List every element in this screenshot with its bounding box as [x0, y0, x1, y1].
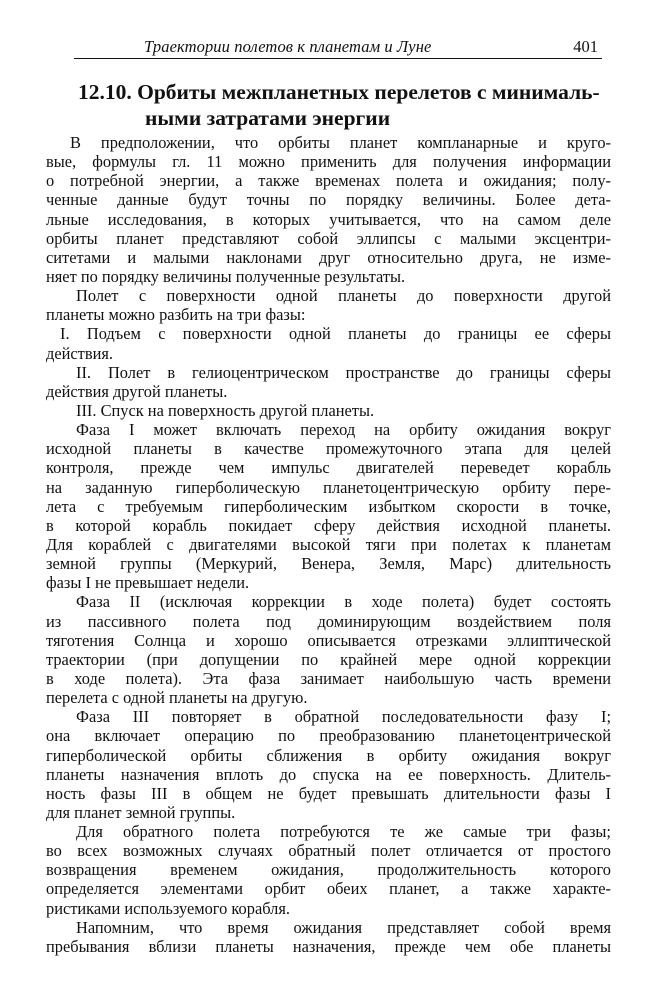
text-line: ситетами и малыми наклонами друг относительно друга, не изме- — [46, 247, 611, 267]
text-line: I. Подъем с поверхности одной планеты до границы ее сферы — [60, 324, 611, 344]
text-line: Фаза II (исключая коррекции в ходе полета) будет состоять — [76, 592, 611, 612]
section-heading — [78, 79, 608, 131]
text-line: из пассивного полета под доминирующим воздействием поля — [46, 611, 611, 631]
text-line: о потребной энергии, а также временах полета и ожидания; полу- — [46, 171, 611, 191]
text-line: в ходе полета). Эта фаза занимает наибольшую часть времени — [46, 668, 611, 688]
text-line: тяготения Солнца и хорошо описывается отрезками эллиптической — [46, 630, 611, 650]
text-line: возвращения временем ожидания, продолжительность которого — [46, 860, 611, 880]
text-line: на заданную гиперболическую планетоцентрическую орбиту пере- — [46, 477, 611, 497]
text-line: няет по порядку величины полученные результаты. — [46, 266, 406, 286]
text-line: III. Спуск на поверхность другой планеты. — [76, 400, 375, 420]
text-line: В предположении, что орбиты планет компланарные и круго- — [70, 133, 611, 152]
text-line: для планет земной группы. — [46, 802, 236, 822]
text-line: Фаза I может включать переход на орбиту ожидания вокруг — [76, 420, 611, 440]
text-line: льные исследования, в которых учитывается, что на самом деле — [46, 209, 611, 229]
text-line: она включает операцию по преобразованию планетоцентрической — [46, 726, 611, 746]
text-line: планеты можно разбить на три фазы: — [46, 305, 306, 325]
text-line: II. Полет в гелиоцентрическом пространстве до границы сферы — [76, 362, 611, 382]
section-heading-line: 12.10. Орбиты межпланетных перелетов с минималь- — [78, 80, 600, 104]
section-heading-line: ными затратами энергии — [145, 106, 391, 130]
page-number: 401 — [573, 37, 598, 56]
text-line: исходной планеты в качестве промежуточного этапа для целей — [46, 439, 611, 459]
text-line: земной группы (Меркурий, Венера, Земля, Марс) длительность — [46, 554, 611, 574]
text-line: действия другой планеты. — [46, 381, 228, 401]
text-line: ченные данные будут точны по порядку величины. Более дета- — [46, 190, 611, 210]
running-title: Траектории полетов к планетам и Луне — [144, 37, 432, 56]
text-line: Для кораблей с двигателями высокой тяги при полетах к планетам — [46, 534, 611, 554]
text-line: лета с требуемым гиперболическим избытком скорости в точке, — [46, 496, 611, 516]
text-line: траектории (при допущении по крайней мере одной коррекции — [46, 649, 611, 669]
text-line: во всех возможных случаях обратный полет отличается от простого — [46, 841, 611, 861]
text-line: гиперболической орбиты сближения в орбиту ожидания вокруг — [46, 745, 611, 765]
text-line: в которой корабль покидает сферу действия исходной планеты. — [46, 515, 611, 535]
text-line: орбиты планет представляют собой эллипсы с малыми эксцентри- — [46, 228, 611, 248]
text-line: пребывания вблизи планеты назначения, прежде чем обе планеты — [46, 936, 611, 956]
text-line: ристиками используемого корабля. — [46, 898, 290, 918]
text-line: Полет с поверхности одной планеты до поверхности другой — [76, 286, 611, 306]
text-line: контроля, прежде чем импульс двигателей переведет корабль — [46, 458, 611, 478]
text-line: Фаза III повторяет в обратной последовательности фазу I; — [76, 707, 611, 727]
text-line: определяется элементами орбит обеих планет, а также характе- — [46, 879, 611, 899]
text-line: планеты назначения вплоть до спуска на ее поверхность. Длитель- — [46, 764, 611, 784]
text-line: ность фазы III в общем не будет превышать длительности фазы I — [46, 783, 611, 803]
text-line: вые, формулы гл. 11 можно применить для получения информации — [46, 152, 611, 172]
body-text — [46, 133, 611, 956]
running-header — [74, 36, 602, 59]
text-line: Для обратного полета потребуются те же самые три фазы; — [76, 822, 611, 842]
text-line: действия. — [46, 343, 113, 363]
text-line: Напомним, что время ожидания представляет собой время — [76, 917, 611, 937]
text-line: перелета с одной планеты на другую. — [46, 688, 308, 708]
text-line: фазы I не превышает недели. — [46, 573, 250, 593]
